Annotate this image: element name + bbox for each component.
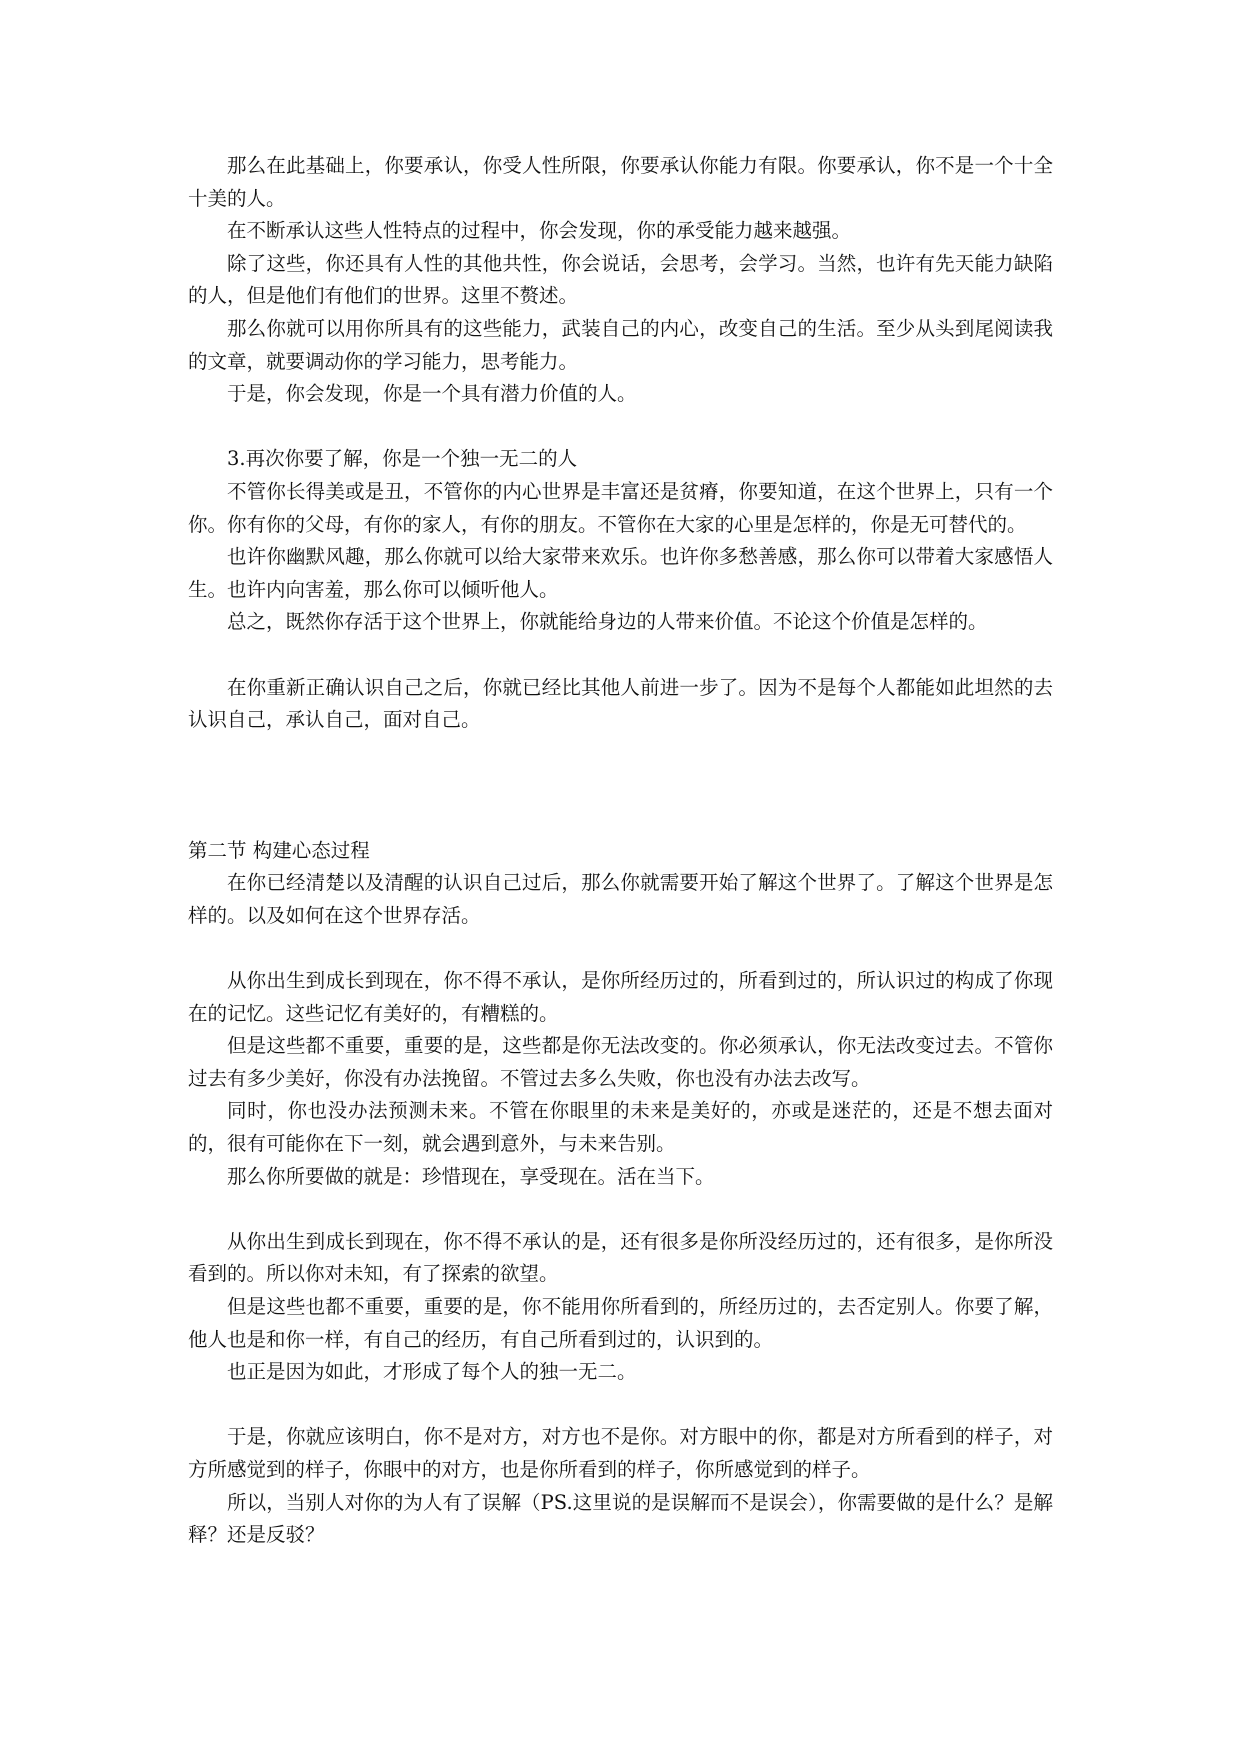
blank-line	[188, 411, 1053, 444]
paragraph: 从你出生到成长到现在，你不得不承认的是，还有很多是你所没经历过的，还有很多，是你所没看到的。所以你对未知，有了探索的欲望。	[188, 1229, 1053, 1286]
point-heading: 3.再次你要了解，你是一个独一无二的人	[227, 447, 578, 471]
paragraph: 也许你幽默风趣，那么你就可以给大家带来欢乐。也许你多愁善感，那么你可以带着大家感悟人生。也许内向害羞，那么你可以倾听他人。	[188, 545, 1053, 601]
paragraph: 在不断承认这些人性特点的过程中，你会发现，你的承受能力越来越强。	[227, 219, 852, 243]
paragraph: 但是这些都不重要，重要的是，这些都是你无法改变的。你必须承认，你无法改变过去。不管你过去有多少美好，你没有办法挽留。不管过去多么失败，你也没有办法去改写。	[188, 1034, 1053, 1090]
paragraph: 那么你所要做的就是：珍惜现在，享受现在。活在当下。	[227, 1164, 715, 1188]
paragraph: 不管你长得美或是丑，不管你的内心世界是丰富还是贫瘠，你要知道，在这个世界上，只有一个你。你有你的父母，有你的家人，有你的朋友。不管你在大家的心里是怎样的，你是无可替代的。	[188, 479, 1053, 536]
paragraph: 同时，你也没办法预测未来。不管在你眼里的未来是美好的，亦或是迷茫的，还是不想去面对的，很有可能你在下一刻，就会遇到意外，与未来告别。	[188, 1099, 1053, 1156]
paragraph: 所以，当别人对你的为人有了误解（PS.这里说的是误解而不是误会），你需要做的是什么？是解释？还是反驳？	[188, 1490, 1053, 1547]
document-page	[188, 150, 1053, 1552]
blank-line	[188, 639, 1053, 672]
paragraph: 也正是因为如此，才形成了每个人的独一无二。	[227, 1360, 637, 1384]
paragraph: 那么你就可以用你所具有的这些能力，武装自己的内心，改变自己的生活。至少从头到尾阅读我的文章，就要调动你的学习能力，思考能力。	[188, 316, 1053, 373]
section-gap	[188, 737, 1053, 835]
paragraph: 那么在此基础上，你要承认，你受人性所限，你要承认你能力有限。你要承认，你不是一个十全十美的人。	[188, 154, 1053, 210]
blank-line	[188, 932, 1053, 965]
paragraph: 除了这些，你还具有人性的其他共性，你会说话，会思考，会学习。当然，也许有先天能力缺陷的人，但是他们有他们的世界。这里不赘述。	[188, 251, 1053, 308]
paragraph: 在你重新正确认识自己之后，你就已经比其他人前进一步了。因为不是每个人都能如此坦然的去认识自己，承认自己，面对自己。	[188, 675, 1053, 732]
blank-line	[188, 1193, 1053, 1226]
paragraph: 在你已经清楚以及清醒的认识自己过后，那么你就需要开始了解这个世界了。了解这个世界是怎样的。以及如何在这个世界存活。	[188, 871, 1053, 927]
blank-line	[188, 1389, 1053, 1422]
paragraph: 于是，你会发现，你是一个具有潜力价值的人。	[227, 382, 637, 406]
paragraph: 于是，你就应该明白，你不是对方，对方也不是你。对方眼中的你，都是对方所看到的样子，对方所感觉到的样子，你眼中的对方，也是你所看到的样子，你所感觉到的样子。	[188, 1425, 1053, 1481]
paragraph: 但是这些也都不重要，重要的是，你不能用你所看到的，所经历过的，去否定别人。你要了解，他人也是和你一样，有自己的经历，有自己所看到过的，认识到的。	[188, 1295, 1053, 1351]
paragraph: 总之，既然你存活于这个世界上，你就能给身边的人带来价值。不论这个价值是怎样的。	[227, 610, 988, 634]
paragraph: 从你出生到成长到现在，你不得不承认，是你所经历过的，所看到过的，所认识过的构成了你现在的记忆。这些记忆有美好的，有糟糕的。	[188, 969, 1053, 1025]
section-title: 第二节 构建心态过程	[188, 838, 370, 862]
